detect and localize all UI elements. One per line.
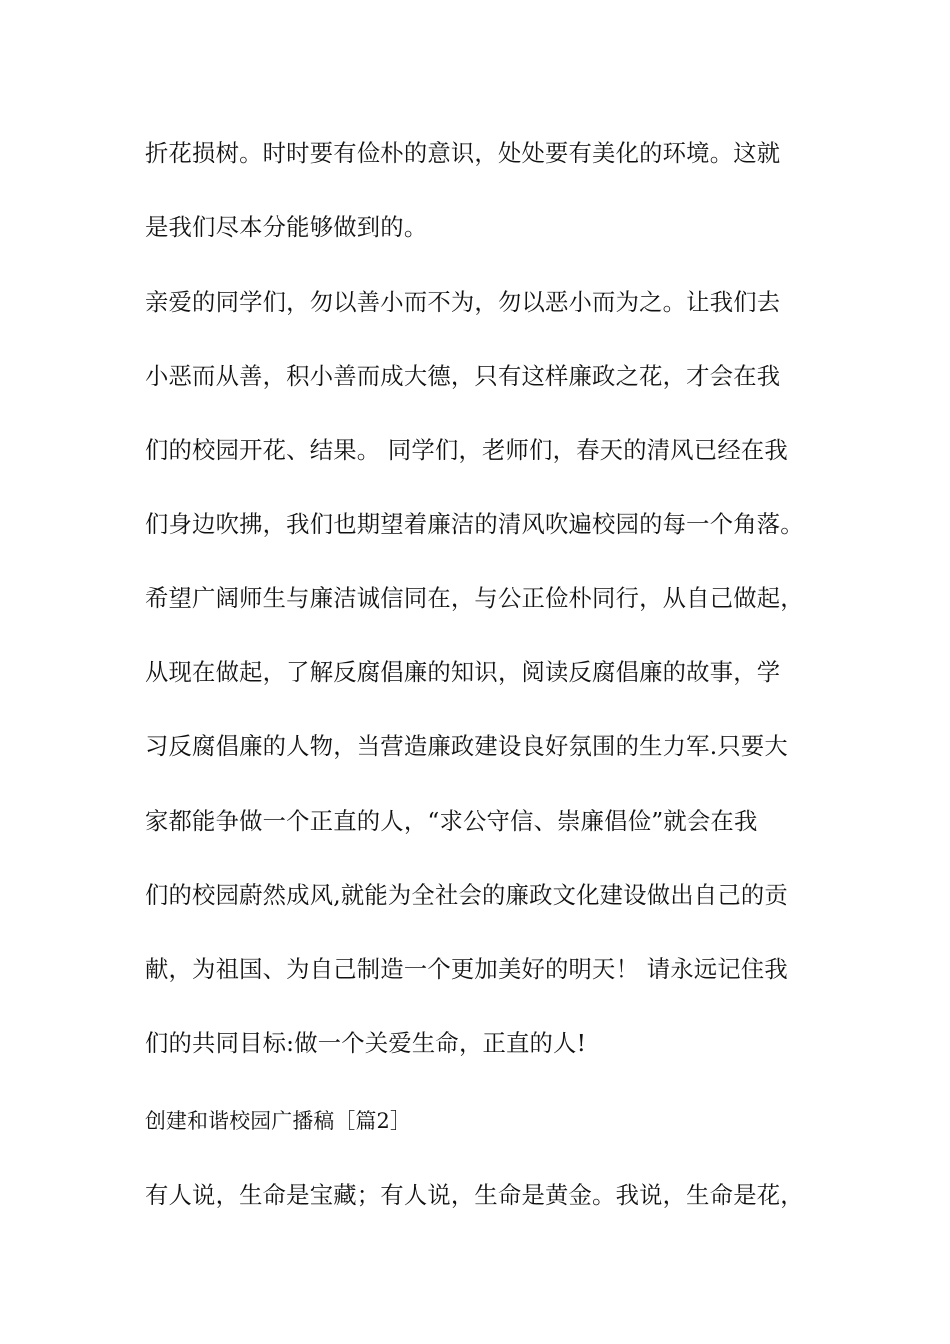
paragraph-line: 家都能争做一个正直的人，“求公守信、崇廉倡俭”就会在我 [145,807,758,835]
paragraph-line: 是我们尽本分能够做到的。 [145,213,428,241]
paragraph-line: 希望广阔师生与廉洁诚信同在，与公正俭朴同行，从自己做起， [145,584,804,612]
paragraph-line: 们的共同目标:做一个关爱生命，正直的人! [145,1029,587,1057]
section-heading: 创建和谐校园广播稿［篇2］ [145,1109,412,1133]
paragraph-line: 从现在做起，了解反腐倡廉的知识，阅读反腐倡廉的故事，学 [145,658,781,686]
paragraph-line: 们的校园开花、结果。 同学们，老师们，春天的清风已经在我 [145,436,788,464]
paragraph-line: 亲爱的同学们，勿以善小而不为，勿以恶小而为之。让我们去 [145,288,781,316]
paragraph-line: 习反腐倡廉的人物，当营造廉政建设良好氛围的生力军.只要大 [145,732,788,760]
paragraph-line: 们身边吹拂，我们也期望着廉洁的清风吹遍校园的每一个角落。 [145,510,804,538]
paragraph-line: 献，为祖国、为自己制造一个更加美好的明天！ 请永远记住我 [145,955,788,983]
paragraph-line: 有人说，生命是宝藏；有人说，生命是黄金。我说，生命是花， [145,1181,804,1209]
paragraph-line: 折花损树。时时要有俭朴的意识，处处要有美化的环境。这就 [145,139,781,167]
paragraph-line: 们的校园蔚然成风,就能为全社会的廉政文化建设做出自己的贡 [145,881,788,909]
paragraph-line: 小恶而从善，积小善而成大德，只有这样廉政之花，才会在我 [145,362,781,390]
